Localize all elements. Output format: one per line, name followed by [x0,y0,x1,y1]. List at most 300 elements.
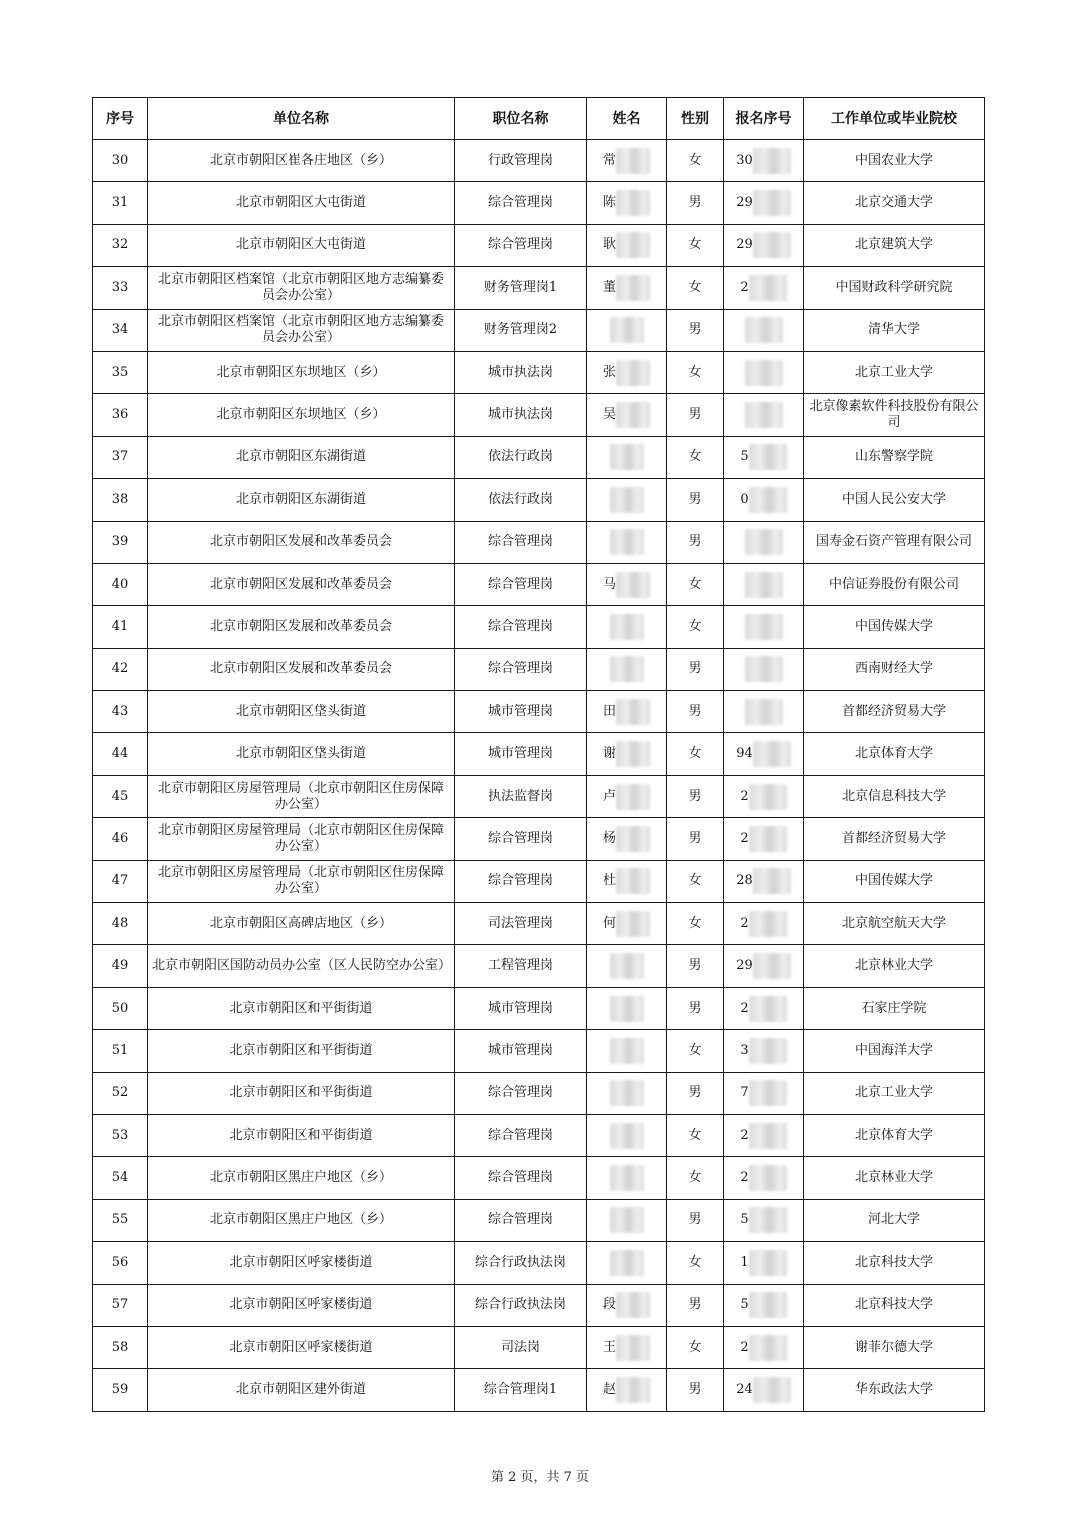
redaction-mask [616,402,650,428]
cell-no: 58 [93,1326,148,1368]
redaction-mask [749,1080,787,1106]
table-row [93,224,985,266]
table-row [93,1157,985,1199]
table-row [93,563,985,605]
cell-gender: 女 [667,1326,724,1368]
cell-gender: 女 [667,606,724,648]
cell-no: 52 [93,1072,148,1114]
redaction-mask [753,1377,791,1403]
header-no: 序号 [93,98,148,140]
cell-unit: 北京市朝阳区发展和改革委员会 [148,606,455,648]
cell-no: 31 [93,182,148,224]
redaction-mask [610,1080,644,1106]
redaction-mask [616,741,650,767]
redaction-mask [610,656,644,682]
redaction-mask [745,360,783,386]
redaction-mask [749,1123,787,1149]
cell-no: 51 [93,1030,148,1072]
redaction-mask [610,953,644,979]
table-row [93,1242,985,1284]
cell-gender: 男 [667,945,724,987]
cell-school: 北京林业大学 [804,1157,985,1199]
cell-position: 工程管理岗 [455,945,587,987]
cell-gender: 女 [667,903,724,945]
table-row [93,394,985,436]
cell-school: 北京航空航天大学 [804,903,985,945]
name-visible-part: 杜 [602,873,616,889]
cell-reg [724,182,804,224]
cell-reg [724,1284,804,1326]
cell-no: 46 [93,818,148,860]
cell-position: 财务管理岗2 [455,309,587,351]
name-visible-part: 田 [602,703,616,719]
reg-visible-part: 29 [736,237,753,253]
reg-visible-part: 30 [736,152,753,168]
cell-unit: 北京市朝阳区房屋管理局（北京市朝阳区住房保障办公室） [148,775,455,817]
cell-position: 综合管理岗 [455,1072,587,1114]
cell-gender: 男 [667,1199,724,1241]
name-visible-part: 段 [602,1297,616,1313]
cell-position: 执法监督岗 [455,775,587,817]
header-school: 工作单位或毕业院校 [804,98,985,140]
redaction-mask [753,741,791,767]
cell-reg [724,987,804,1029]
name-visible-part: 赵 [602,1382,616,1398]
redaction-mask [616,1377,650,1403]
cell-school: 北京科技大学 [804,1242,985,1284]
cell-position: 财务管理岗1 [455,267,587,309]
redaction-mask [610,614,644,640]
cell-name [587,775,667,817]
cell-unit: 北京市朝阳区黑庄户地区（乡） [148,1157,455,1199]
roster-table [92,97,985,1412]
cell-no: 40 [93,563,148,605]
redaction-mask [616,868,650,894]
cell-unit: 北京市朝阳区呼家楼街道 [148,1284,455,1326]
reg-visible-part: 0 [740,491,749,507]
cell-no: 47 [93,860,148,902]
cell-position: 综合管理岗 [455,182,587,224]
cell-name [587,818,667,860]
cell-unit: 北京市朝阳区呼家楼街道 [148,1242,455,1284]
reg-visible-part: 2 [740,1339,749,1355]
redaction-mask [610,1250,644,1276]
cell-name [587,1326,667,1368]
table-row [93,1199,985,1241]
cell-no: 49 [93,945,148,987]
table-row [93,903,985,945]
reg-visible-part: 24 [736,1382,753,1398]
table-row [93,606,985,648]
cell-reg [724,775,804,817]
cell-gender: 男 [667,987,724,1029]
redaction-mask [749,275,787,301]
cell-position: 综合管理岗 [455,563,587,605]
cell-school: 北京像素软件科技股份有限公司 [804,394,985,436]
cell-school: 北京林业大学 [804,945,985,987]
cell-reg [724,818,804,860]
cell-no: 59 [93,1369,148,1411]
table-row [93,1369,985,1411]
redaction-mask [745,656,783,682]
redaction-mask [616,232,650,258]
cell-reg [724,733,804,775]
cell-unit: 北京市朝阳区高碑店地区（乡） [148,903,455,945]
cell-position: 综合管理岗 [455,860,587,902]
cell-gender: 女 [667,563,724,605]
redaction-mask [745,317,783,343]
cell-position: 司法管理岗 [455,903,587,945]
redaction-mask [745,699,783,725]
cell-no: 44 [93,733,148,775]
redaction-mask [610,1123,644,1149]
redaction-mask [616,826,650,852]
cell-school: 石家庄学院 [804,987,985,1029]
cell-gender: 女 [667,351,724,393]
cell-name [587,1157,667,1199]
table-row [93,1114,985,1156]
name-visible-part: 何 [602,915,616,931]
cell-name [587,987,667,1029]
cell-school: 北京信息科技大学 [804,775,985,817]
reg-visible-part: 2 [740,1127,749,1143]
cell-gender: 女 [667,1242,724,1284]
cell-gender: 女 [667,140,724,182]
table-row [93,987,985,1029]
cell-school: 北京体育大学 [804,733,985,775]
cell-position: 综合管理岗 [455,224,587,266]
table-row [93,182,985,224]
page-footer: 第 2 页，共 7 页 [490,1470,590,1485]
cell-unit: 北京市朝阳区发展和改革委员会 [148,521,455,563]
cell-position: 城市管理岗 [455,691,587,733]
cell-school: 首都经济贸易大学 [804,818,985,860]
table-row [93,1030,985,1072]
cell-reg [724,309,804,351]
cell-name [587,1072,667,1114]
redaction-mask [745,572,783,598]
cell-position: 综合行政执法岗 [455,1284,587,1326]
redaction-mask [616,911,650,937]
cell-name [587,436,667,478]
cell-reg [724,1199,804,1241]
redaction-mask [610,1207,644,1233]
cell-unit: 北京市朝阳区档案馆（北京市朝阳区地方志编纂委员会办公室） [148,309,455,351]
cell-reg [724,1242,804,1284]
cell-reg [724,691,804,733]
cell-position: 综合管理岗 [455,1114,587,1156]
cell-name [587,945,667,987]
cell-unit: 北京市朝阳区和平街街道 [148,987,455,1029]
cell-position: 综合管理岗 [455,521,587,563]
redaction-mask [745,402,783,428]
cell-gender: 女 [667,1030,724,1072]
cell-school: 中信证券股份有限公司 [804,563,985,605]
header-position: 职位名称 [455,98,587,140]
cell-no: 45 [93,775,148,817]
cell-no: 41 [93,606,148,648]
cell-reg [724,351,804,393]
cell-name [587,733,667,775]
cell-no: 36 [93,394,148,436]
cell-no: 54 [93,1157,148,1199]
cell-unit: 北京市朝阳区和平街街道 [148,1072,455,1114]
redaction-mask [749,1292,787,1318]
cell-no: 35 [93,351,148,393]
cell-position: 司法岗 [455,1326,587,1368]
cell-unit: 北京市朝阳区呼家楼街道 [148,1326,455,1368]
name-visible-part: 王 [602,1339,616,1355]
cell-no: 37 [93,436,148,478]
redaction-mask [749,1250,787,1276]
name-visible-part: 董 [602,279,616,295]
cell-gender: 女 [667,1157,724,1199]
cell-no: 32 [93,224,148,266]
cell-reg [724,1157,804,1199]
redaction-mask [749,996,787,1022]
table-row [93,775,985,817]
cell-school: 北京建筑大学 [804,224,985,266]
cell-school: 首都经济贸易大学 [804,691,985,733]
cell-name [587,860,667,902]
name-visible-part: 张 [602,364,616,380]
cell-gender: 男 [667,1284,724,1326]
name-visible-part: 耿 [602,237,616,253]
cell-reg [724,1326,804,1368]
redaction-mask [749,487,787,513]
table-row [93,351,985,393]
reg-visible-part: 3 [740,1042,749,1058]
table-row [93,1326,985,1368]
cell-school: 北京交通大学 [804,182,985,224]
cell-no: 53 [93,1114,148,1156]
cell-position: 综合管理岗 [455,648,587,690]
cell-name [587,1030,667,1072]
cell-position: 城市管理岗 [455,733,587,775]
name-visible-part: 卢 [602,788,616,804]
cell-school: 山东警察学院 [804,436,985,478]
header-gender: 性别 [667,98,724,140]
cell-name [587,351,667,393]
header-row [93,98,985,140]
redaction-mask [610,1038,644,1064]
cell-unit: 北京市朝阳区国防动员办公室（区人民防空办公室） [148,945,455,987]
cell-school: 北京工业大学 [804,351,985,393]
cell-gender: 女 [667,733,724,775]
redaction-mask [749,1165,787,1191]
reg-visible-part: 2 [740,915,749,931]
cell-name [587,1199,667,1241]
header-name: 姓名 [587,98,667,140]
redaction-mask [610,996,644,1022]
reg-visible-part: 1 [740,1254,749,1270]
cell-unit: 北京市朝阳区东湖街道 [148,479,455,521]
cell-school: 河北大学 [804,1199,985,1241]
table-row [93,648,985,690]
reg-visible-part: 29 [736,195,753,211]
redaction-mask [753,953,791,979]
cell-reg [724,394,804,436]
reg-visible-part: 29 [736,958,753,974]
cell-position: 综合管理岗 [455,1157,587,1199]
reg-visible-part: 5 [740,449,749,465]
cell-name [587,140,667,182]
name-visible-part: 吴 [602,407,616,423]
redaction-mask [610,487,644,513]
redaction-mask [753,148,791,174]
cell-school: 谢菲尔德大学 [804,1326,985,1368]
cell-no: 38 [93,479,148,521]
cell-name [587,224,667,266]
redaction-mask [610,317,644,343]
cell-gender: 男 [667,479,724,521]
cell-school: 中国农业大学 [804,140,985,182]
cell-gender: 男 [667,521,724,563]
cell-reg [724,224,804,266]
cell-unit: 北京市朝阳区房屋管理局（北京市朝阳区住房保障办公室） [148,860,455,902]
redaction-mask [616,1335,650,1361]
cell-unit: 北京市朝阳区和平街街道 [148,1114,455,1156]
cell-gender: 女 [667,860,724,902]
cell-reg [724,140,804,182]
cell-school: 国寿金石资产管理有限公司 [804,521,985,563]
cell-reg [724,606,804,648]
cell-name [587,903,667,945]
cell-gender: 男 [667,818,724,860]
redaction-mask [610,1165,644,1191]
cell-reg [724,1030,804,1072]
cell-school: 中国财政科学研究院 [804,267,985,309]
cell-no: 39 [93,521,148,563]
redaction-mask [749,784,787,810]
cell-reg [724,436,804,478]
cell-school: 清华大学 [804,309,985,351]
redaction-mask [616,148,650,174]
name-visible-part: 陈 [602,195,616,211]
table-row [93,691,985,733]
cell-name [587,267,667,309]
cell-gender: 男 [667,309,724,351]
cell-no: 33 [93,267,148,309]
cell-reg [724,267,804,309]
table-row [93,818,985,860]
cell-name [587,606,667,648]
cell-unit: 北京市朝阳区和平街街道 [148,1030,455,1072]
cell-gender: 女 [667,1114,724,1156]
cell-name [587,394,667,436]
cell-school: 华东政法大学 [804,1369,985,1411]
cell-name [587,479,667,521]
reg-visible-part: 2 [740,830,749,846]
redaction-mask [753,190,791,216]
cell-gender: 男 [667,1369,724,1411]
cell-school: 西南财经大学 [804,648,985,690]
cell-unit: 北京市朝阳区东湖街道 [148,436,455,478]
reg-visible-part: 5 [740,1297,749,1313]
cell-school: 中国人民公安大学 [804,479,985,521]
cell-gender: 男 [667,394,724,436]
redaction-mask [749,911,787,937]
cell-name [587,1242,667,1284]
reg-visible-part: 2 [740,279,749,295]
reg-visible-part: 94 [736,746,753,762]
cell-reg [724,563,804,605]
reg-visible-part: 7 [740,1085,749,1101]
cell-gender: 男 [667,1072,724,1114]
cell-unit: 北京市朝阳区崔各庄地区（乡） [148,140,455,182]
cell-reg [724,1114,804,1156]
cell-position: 综合管理岗 [455,818,587,860]
cell-unit: 北京市朝阳区建外街道 [148,1369,455,1411]
redaction-mask [610,444,644,470]
table-body [93,140,985,1412]
cell-unit: 北京市朝阳区垡头街道 [148,691,455,733]
cell-position: 城市执法岗 [455,394,587,436]
table-row [93,309,985,351]
redaction-mask [616,360,650,386]
cell-school: 北京工业大学 [804,1072,985,1114]
cell-no: 55 [93,1199,148,1241]
reg-visible-part: 5 [740,1212,749,1228]
table-row [93,521,985,563]
table-row [93,479,985,521]
table-row [93,140,985,182]
cell-position: 依法行政岗 [455,479,587,521]
cell-unit: 北京市朝阳区黑庄户地区（乡） [148,1199,455,1241]
cell-position: 综合管理岗 [455,606,587,648]
cell-unit: 北京市朝阳区东坝地区（乡） [148,394,455,436]
roster-table-container [92,97,984,1412]
cell-school: 北京体育大学 [804,1114,985,1156]
cell-position: 城市管理岗 [455,1030,587,1072]
cell-unit: 北京市朝阳区房屋管理局（北京市朝阳区住房保障办公室） [148,818,455,860]
table-row [93,1072,985,1114]
cell-school: 中国传媒大学 [804,860,985,902]
cell-unit: 北京市朝阳区发展和改革委员会 [148,563,455,605]
redaction-mask [749,444,787,470]
cell-reg [724,521,804,563]
cell-reg [724,860,804,902]
cell-position: 城市执法岗 [455,351,587,393]
header-unit: 单位名称 [148,98,455,140]
cell-gender: 男 [667,775,724,817]
cell-no: 42 [93,648,148,690]
cell-unit: 北京市朝阳区发展和改革委员会 [148,648,455,690]
cell-no: 48 [93,903,148,945]
cell-name [587,691,667,733]
header-reg: 报名序号 [724,98,804,140]
cell-unit: 北京市朝阳区东坝地区（乡） [148,351,455,393]
redaction-mask [749,1207,787,1233]
redaction-mask [616,275,650,301]
cell-position: 依法行政岗 [455,436,587,478]
redaction-mask [616,1292,650,1318]
name-visible-part: 常 [602,152,616,168]
cell-reg [724,479,804,521]
redaction-mask [749,1038,787,1064]
cell-name [587,1114,667,1156]
cell-reg [724,1072,804,1114]
cell-no: 34 [93,309,148,351]
cell-no: 50 [93,987,148,1029]
cell-no: 30 [93,140,148,182]
cell-name [587,182,667,224]
cell-reg [724,648,804,690]
cell-no: 57 [93,1284,148,1326]
cell-name [587,521,667,563]
reg-visible-part: 2 [740,1000,749,1016]
cell-position: 综合行政执法岗 [455,1242,587,1284]
